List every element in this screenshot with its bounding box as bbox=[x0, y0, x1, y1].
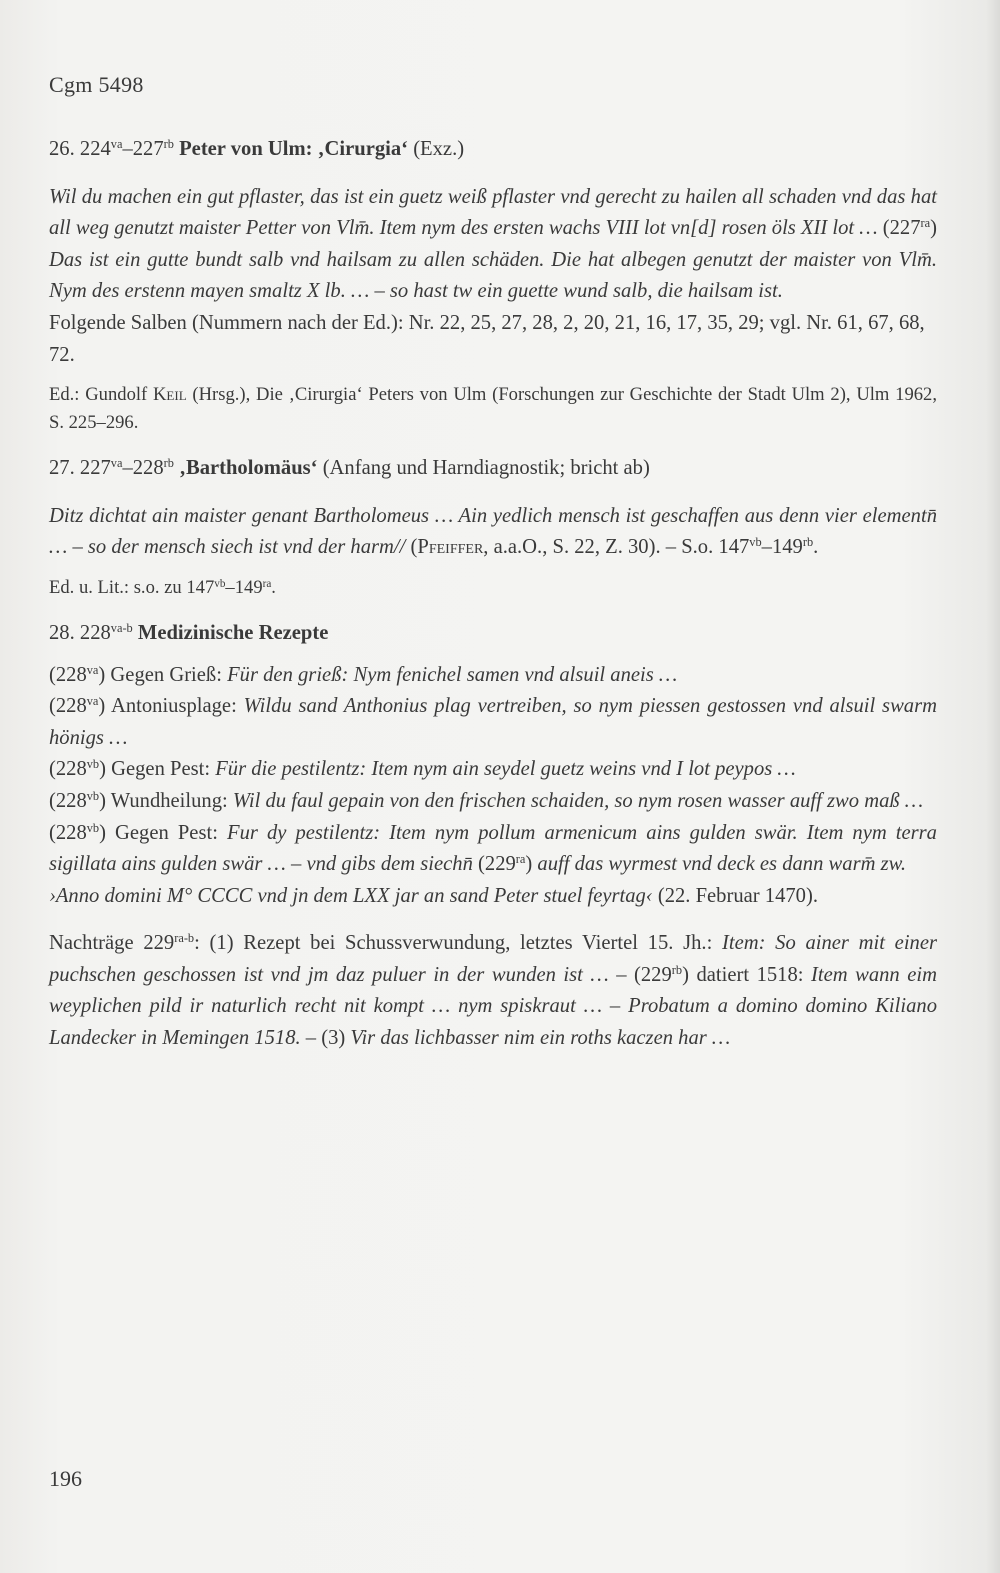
entry-26-heading: 26. $224^{va}-227^{rb}$ Peter von Ulm: ‚Cirurgia‘ (Exz.) bbox=[49, 137, 465, 160]
entry-26-salben: Folgende Salben (Nummern nach der Ed.): Nr. 22, 25, 27, 28, 2, 20, 21, 16, 17, 35, 29; vgl. Nr. 61, 67, 68, 72. bbox=[49, 311, 925, 366]
entry-28-heading: 28. $228^{va-b}$ Medizinische Rezepte bbox=[49, 621, 329, 644]
entry-27-heading: 27. $227^{va}-228^{rb}$ ‚Bartholomäus‘ (Anfang und Harndiagnostik; bricht ab) bbox=[49, 456, 650, 480]
page-gutter-shadow bbox=[986, 0, 1000, 1573]
entry-26-incipit: Wil du machen ein gut pflaster, das ist ein guetz weiß pflaster vnd gerecht zu hailen all schaden vnd das hat all weg genutzt maister Petter von Vlm̄. Item nym des ersten wachs VIII lot vn[d] rosen öls XII lot … $(227^{ra})$ Das ist ein gutte bundt salb vnd hailsam zu allen schäden. Die hat albegen genutzt der maister von Vlm̄. Nym des erstenn mayen smaltz X lb. … – so hast tw ein guette wund salb, die hailsam ist. bbox=[49, 185, 937, 303]
recipe-antoniusplage: $(228^{va})$ Antoniusplage: Wildu sand Anthonius plag vertreiben, so nym piessen gestossen vnd alsuil swarm hönigs … bbox=[49, 694, 937, 749]
catalog-text bbox=[49, 134, 937, 1055]
nachtraege: Nachträge $229^{ra-b}$: (1) Rezept bei Schussverwundung, letztes Viertel 15. Jh.: Item: So ainer mit einer puchschen geschossen ist vnd jm daz puluer in der wunden ist … – $(229^{rb})$ datiert 1518: Item wann eim weyplichen pild ir naturlich recht nit kompt … nym spiskraut … – Probatum a domino domino Kiliano Landecker in Memingen 1518. – (3) Vir das lichbasser nim ein roths kaczen har … bbox=[49, 931, 937, 1050]
page-number: 196 bbox=[49, 1466, 82, 1491]
recipe-pest-2: $(228^{vb})$ Gegen Pest: Fur dy pestilentz: Item nym pollum armenicum ains gulden swär. Item nym terra sigillata ains gulden swär … – vnd gibs dem siechn̄ $(229^{ra})$ auff das wyrmest vnd deck es dann warm̄ zw. bbox=[49, 820, 937, 876]
entry-28-title: Medizinische Rezepte bbox=[137, 621, 329, 644]
entry-27-incipit: Ditz dichtat ain maister genant Bartholomeus … Ain yedlich mensch ist geschaffen aus denn vier elementn̄ … – so der mensch siech ist vnd der harm// (Pfeiffer, a.a.O., S. 22, Z. 30). – S.o. $147^{vb}-149^{rb}$. bbox=[49, 504, 937, 559]
entry-27-literature: Ed. u. Lit.: s.o. zu $147^{vb}-149^{ra}$. bbox=[49, 576, 276, 598]
entry-27-title: ‚Bartholomäus‘ bbox=[179, 457, 318, 480]
recipe-colophon: ›Anno domini M° CCCC vnd jn dem LXX jar an sand Peter stuel feyrtag‹ (22. Februar 1470). bbox=[49, 884, 818, 907]
recipe-griess: $(228^{va})$ Gegen Grieß: Für den grieß: Nym fenichel samen vnd alsuil aneis … bbox=[49, 662, 678, 686]
entry-26-title: Peter von Ulm: ‚Cirurgia‘ bbox=[179, 138, 409, 160]
recipe-wundheilung: $(228^{vb})$ Wundheilung: Wil du faul gepain von den frischen schaiden, so nym rosen wasser auff zwo maß … bbox=[49, 789, 924, 812]
entry-26-edition: Ed.: Gundolf Keil (Hrsg.), Die ‚Cirurgia‘ Peters von Ulm (Forschungen zur Geschichte der Stadt Ulm 2), Ulm 1962, S. 225–296. bbox=[49, 384, 937, 434]
running-header: Cgm 5498 bbox=[49, 72, 144, 97]
recipe-pest-1: $(228^{vb})$ Gegen Pest: Für die pestilentz: Item nym ain seydel guetz weins vnd I lot peypos … bbox=[49, 757, 796, 781]
